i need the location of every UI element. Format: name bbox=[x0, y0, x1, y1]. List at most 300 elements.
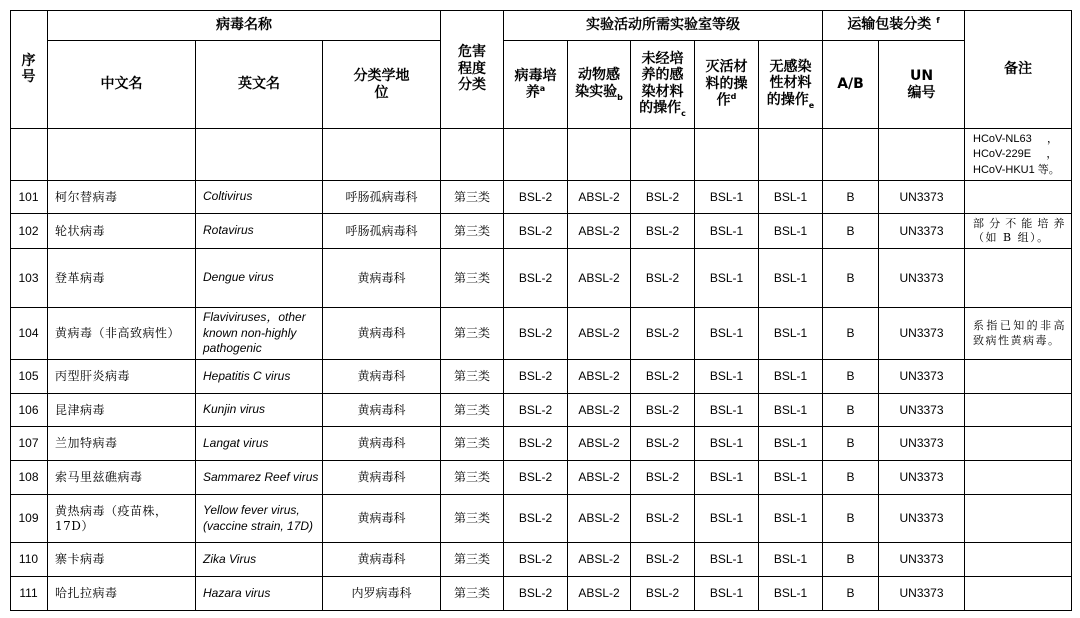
row-un-number-text: UN3373 bbox=[899, 402, 944, 417]
row-number bbox=[10, 308, 48, 360]
row-taxonomy-text: 黄病毒科 bbox=[357, 369, 406, 384]
row-culture-level-text: BSL-2 bbox=[518, 470, 553, 485]
header-ab bbox=[823, 41, 879, 129]
header-culture-text: 病毒培养 bbox=[514, 67, 557, 101]
row-inactivated-level bbox=[695, 394, 759, 427]
row-hazard-class bbox=[441, 249, 504, 308]
row-un-number bbox=[879, 461, 965, 495]
row-english-name bbox=[196, 214, 323, 249]
row-noninfectious-level-text: BSL-1 bbox=[773, 552, 808, 567]
row-animal-level bbox=[568, 427, 631, 461]
row-uncultured-level bbox=[631, 427, 695, 461]
row-animal-level-text: ABSL-2 bbox=[578, 552, 620, 567]
row-inactivated-level bbox=[695, 461, 759, 495]
continuation-uncultured bbox=[631, 129, 695, 181]
row-remark-text: 系指已知的非高致病性黄病毒。 bbox=[973, 319, 1066, 347]
row-culture-level bbox=[504, 181, 568, 214]
row-uncultured-level bbox=[631, 543, 695, 577]
row-inactivated-level-text: BSL-1 bbox=[709, 552, 744, 567]
header-virus-name-text: 病毒名称 bbox=[216, 16, 272, 33]
row-taxonomy bbox=[323, 308, 441, 360]
row-chinese-name-text: 登革病毒 bbox=[55, 270, 106, 285]
row-remark bbox=[965, 394, 1072, 427]
row-chinese-name bbox=[48, 308, 196, 360]
row-noninfectious-level-text: BSL-1 bbox=[773, 586, 808, 601]
row-un-number bbox=[879, 181, 965, 214]
row-number-text: 109 bbox=[18, 511, 39, 526]
row-remark bbox=[965, 214, 1072, 249]
row-culture-level bbox=[504, 360, 568, 394]
row-english-name-text: Hepatitis C virus bbox=[203, 368, 291, 383]
row-hazard-class-text: 第三类 bbox=[453, 223, 490, 238]
row-uncultured-level bbox=[631, 461, 695, 495]
row-uncultured-level-text: BSL-2 bbox=[645, 586, 680, 601]
row-culture-level bbox=[504, 427, 568, 461]
row-inactivated-level bbox=[695, 577, 759, 611]
row-ab-class bbox=[823, 577, 879, 611]
row-taxonomy-text: 黄病毒科 bbox=[357, 270, 406, 285]
row-chinese-name bbox=[48, 181, 196, 214]
row-animal-level bbox=[568, 543, 631, 577]
row-hazard-class bbox=[441, 427, 504, 461]
row-hazard-class-text: 第三类 bbox=[453, 436, 490, 451]
row-inactivated-level bbox=[695, 360, 759, 394]
row-hazard-class-text: 第三类 bbox=[453, 586, 490, 601]
row-taxonomy-text: 黄病毒科 bbox=[357, 436, 406, 451]
header-remarks bbox=[965, 10, 1072, 129]
row-number bbox=[10, 249, 48, 308]
row-chinese-name bbox=[48, 495, 196, 543]
header-lab-level bbox=[504, 10, 823, 41]
row-english-name-text: Yellow fever virus, (vaccine strain, 17D) bbox=[203, 502, 314, 533]
row-culture-level bbox=[504, 394, 568, 427]
row-uncultured-level bbox=[631, 360, 695, 394]
row-remark bbox=[965, 495, 1072, 543]
row-noninfectious-level-text: BSL-1 bbox=[773, 270, 808, 285]
row-taxonomy bbox=[323, 495, 441, 543]
row-inactivated-level-text: BSL-1 bbox=[709, 326, 744, 341]
row-inactivated-level bbox=[695, 249, 759, 308]
row-inactivated-level-text: BSL-1 bbox=[709, 189, 744, 204]
row-inactivated-level-text: BSL-1 bbox=[709, 586, 744, 601]
row-ab-class bbox=[823, 495, 879, 543]
header-animal-text: 动物感染实验 bbox=[575, 67, 620, 100]
row-hazard-class bbox=[441, 577, 504, 611]
row-number bbox=[10, 181, 48, 214]
header-un-no-text: UN编号 bbox=[907, 67, 936, 101]
row-chinese-name-text: 兰加特病毒 bbox=[55, 436, 118, 451]
row-ab-class bbox=[823, 181, 879, 214]
row-uncultured-level-text: BSL-2 bbox=[645, 223, 680, 238]
row-noninfectious-level bbox=[759, 394, 823, 427]
continuation-animal bbox=[568, 129, 631, 181]
header-hazard bbox=[441, 10, 504, 129]
row-animal-level-text: ABSL-2 bbox=[578, 189, 620, 204]
row-english-name-text: Hazara virus bbox=[203, 585, 271, 600]
row-ab-class bbox=[823, 360, 879, 394]
row-taxonomy bbox=[323, 461, 441, 495]
header-cn-name-text: 中文名 bbox=[100, 76, 143, 93]
row-noninfectious-level bbox=[759, 461, 823, 495]
row-hazard-class-text: 第三类 bbox=[453, 270, 490, 285]
row-taxonomy-text: 呼肠孤病毒科 bbox=[345, 189, 418, 204]
row-uncultured-level-text: BSL-2 bbox=[645, 270, 680, 285]
row-animal-level-text: ABSL-2 bbox=[578, 326, 620, 341]
row-hazard-class bbox=[441, 308, 504, 360]
row-ab-class-text: B bbox=[846, 369, 855, 384]
row-un-number-text: UN3373 bbox=[899, 552, 944, 567]
row-ab-class-text: B bbox=[846, 189, 855, 204]
row-culture-level-text: BSL-2 bbox=[518, 189, 553, 204]
row-english-name bbox=[196, 360, 323, 394]
row-remark bbox=[965, 427, 1072, 461]
header-hazard-text: 危害程度分类 bbox=[458, 44, 486, 94]
continuation-inactivated bbox=[695, 129, 759, 181]
row-noninfectious-level-text: BSL-1 bbox=[773, 189, 808, 204]
row-remark bbox=[965, 181, 1072, 214]
row-number-text: 106 bbox=[18, 402, 39, 417]
row-taxonomy-text: 黄病毒科 bbox=[357, 402, 406, 417]
row-inactivated-level-text: BSL-1 bbox=[709, 511, 744, 526]
header-inactivated-text: 灭活材料的操作 bbox=[705, 59, 748, 110]
continuation-tax bbox=[323, 129, 441, 181]
continuation-cn bbox=[48, 129, 196, 181]
row-un-number-text: UN3373 bbox=[899, 369, 944, 384]
row-inactivated-level bbox=[695, 214, 759, 249]
row-animal-level bbox=[568, 360, 631, 394]
header-inactivated bbox=[695, 41, 759, 129]
row-noninfectious-level-text: BSL-1 bbox=[773, 369, 808, 384]
row-culture-level-text: BSL-2 bbox=[518, 223, 553, 238]
row-un-number-text: UN3373 bbox=[899, 586, 944, 601]
row-culture-level-text: BSL-2 bbox=[518, 552, 553, 567]
row-culture-level bbox=[504, 214, 568, 249]
row-number bbox=[10, 495, 48, 543]
row-remark bbox=[965, 543, 1072, 577]
row-culture-level-text: BSL-2 bbox=[518, 326, 553, 341]
header-uncultured-text: 未经培养的感染材料的操作 bbox=[639, 50, 684, 117]
row-english-name-text: Rotavirus bbox=[203, 223, 254, 238]
row-taxonomy bbox=[323, 577, 441, 611]
header-culture-note: a bbox=[539, 84, 546, 94]
row-un-number bbox=[879, 543, 965, 577]
row-culture-level bbox=[504, 577, 568, 611]
row-number-text: 101 bbox=[18, 189, 39, 204]
row-taxonomy bbox=[323, 543, 441, 577]
row-remark bbox=[965, 308, 1072, 360]
row-inactivated-level-text: BSL-1 bbox=[709, 470, 744, 485]
row-culture-level-text: BSL-2 bbox=[518, 270, 553, 285]
row-number-text: 108 bbox=[18, 470, 39, 485]
continuation-remark-text: HCoV-NL63 ， HCoV-229E ， HCoV-HKU1 等。 bbox=[973, 133, 1060, 176]
row-english-name bbox=[196, 394, 323, 427]
row-noninfectious-level bbox=[759, 495, 823, 543]
row-un-number-text: UN3373 bbox=[899, 189, 944, 204]
row-hazard-class-text: 第三类 bbox=[453, 402, 490, 417]
row-chinese-name bbox=[48, 214, 196, 249]
row-un-number bbox=[879, 577, 965, 611]
row-noninfectious-level-text: BSL-1 bbox=[773, 436, 808, 451]
header-en-name-text: 英文名 bbox=[238, 76, 280, 93]
row-ab-class bbox=[823, 308, 879, 360]
row-uncultured-level-text: BSL-2 bbox=[645, 470, 680, 485]
header-animal-note: b bbox=[617, 92, 623, 102]
row-ab-class-text: B bbox=[846, 552, 855, 567]
row-un-number bbox=[879, 308, 965, 360]
row-un-number-text: UN3373 bbox=[899, 511, 944, 526]
header-lab-level-text: 实验活动所需实验室等级 bbox=[586, 16, 740, 33]
row-un-number-text: UN3373 bbox=[899, 436, 944, 451]
row-hazard-class-text: 第三类 bbox=[453, 369, 490, 384]
row-culture-level bbox=[504, 308, 568, 360]
row-remark bbox=[965, 461, 1072, 495]
row-chinese-name bbox=[48, 249, 196, 308]
row-chinese-name-text: 轮状病毒 bbox=[55, 223, 106, 238]
row-noninfectious-level-text: BSL-1 bbox=[773, 511, 808, 526]
row-culture-level-text: BSL-2 bbox=[518, 369, 553, 384]
header-inactivated-note: d bbox=[730, 92, 737, 102]
row-chinese-name-text: 丙型肝炎病毒 bbox=[55, 369, 131, 384]
continuation-ab bbox=[823, 129, 879, 181]
header-taxonomy bbox=[323, 41, 441, 129]
row-animal-level bbox=[568, 181, 631, 214]
row-animal-level-text: ABSL-2 bbox=[578, 470, 620, 485]
row-number-text: 107 bbox=[18, 436, 39, 451]
row-animal-level bbox=[568, 495, 631, 543]
row-english-name-text: Langat virus bbox=[203, 435, 269, 450]
row-english-name bbox=[196, 181, 323, 214]
header-transport bbox=[823, 10, 965, 41]
row-number bbox=[10, 543, 48, 577]
continuation-remark bbox=[965, 129, 1072, 181]
header-uncultured-note: c bbox=[681, 109, 686, 119]
header-seq bbox=[10, 10, 48, 129]
row-animal-level bbox=[568, 577, 631, 611]
row-animal-level-text: ABSL-2 bbox=[578, 369, 620, 384]
row-un-number bbox=[879, 360, 965, 394]
row-noninfectious-level bbox=[759, 249, 823, 308]
row-uncultured-level-text: BSL-2 bbox=[645, 436, 680, 451]
row-chinese-name-text: 黄病毒（非高致病性） bbox=[55, 326, 181, 341]
row-remark-text: 部分不能培养（如 B 组）。 bbox=[973, 216, 1066, 244]
header-culture bbox=[504, 41, 568, 129]
row-inactivated-level-text: BSL-1 bbox=[709, 369, 744, 384]
row-taxonomy-text: 黄病毒科 bbox=[357, 470, 406, 485]
row-chinese-name bbox=[48, 427, 196, 461]
row-taxonomy bbox=[323, 427, 441, 461]
row-un-number-text: UN3373 bbox=[899, 270, 944, 285]
row-hazard-class bbox=[441, 543, 504, 577]
row-hazard-class-text: 第三类 bbox=[453, 511, 490, 526]
row-english-name bbox=[196, 308, 323, 360]
row-english-name-text: Flaviviruses，other known non-highly pathogenic bbox=[203, 310, 306, 356]
row-ab-class-text: B bbox=[846, 223, 855, 238]
row-ab-class bbox=[823, 427, 879, 461]
row-ab-class-text: B bbox=[846, 470, 855, 485]
header-noninfectious bbox=[759, 41, 823, 129]
row-uncultured-level bbox=[631, 249, 695, 308]
row-culture-level bbox=[504, 543, 568, 577]
header-ab-text: A/B bbox=[837, 76, 864, 93]
row-chinese-name-text: 哈扎拉病毒 bbox=[55, 586, 118, 601]
row-english-name bbox=[196, 249, 323, 308]
row-culture-level-text: BSL-2 bbox=[518, 586, 553, 601]
row-ab-class bbox=[823, 543, 879, 577]
row-uncultured-level-text: BSL-2 bbox=[645, 402, 680, 417]
row-taxonomy bbox=[323, 360, 441, 394]
row-noninfectious-level-text: BSL-1 bbox=[773, 470, 808, 485]
row-taxonomy-text: 呼肠孤病毒科 bbox=[345, 223, 418, 238]
row-remark bbox=[965, 577, 1072, 611]
row-chinese-name bbox=[48, 360, 196, 394]
row-un-number-text: UN3373 bbox=[899, 470, 944, 485]
row-number-text: 111 bbox=[19, 586, 38, 601]
row-english-name bbox=[196, 543, 323, 577]
header-cn-name bbox=[48, 41, 196, 129]
row-chinese-name-text: 黄热病毒（疫苗株，17D） bbox=[55, 504, 168, 533]
row-animal-level bbox=[568, 214, 631, 249]
row-noninfectious-level-text: BSL-1 bbox=[773, 326, 808, 341]
row-english-name-text: Dengue virus bbox=[203, 270, 274, 285]
row-culture-level bbox=[504, 461, 568, 495]
row-number bbox=[10, 427, 48, 461]
continuation-culture bbox=[504, 129, 568, 181]
row-uncultured-level bbox=[631, 308, 695, 360]
row-uncultured-level-text: BSL-2 bbox=[645, 189, 680, 204]
header-uncultured bbox=[631, 41, 695, 129]
row-noninfectious-level bbox=[759, 181, 823, 214]
row-number bbox=[10, 360, 48, 394]
row-ab-class-text: B bbox=[846, 326, 855, 341]
continuation-en bbox=[196, 129, 323, 181]
row-chinese-name bbox=[48, 543, 196, 577]
row-english-name-text: Sammarez Reef virus bbox=[203, 469, 319, 484]
row-hazard-class-text: 第三类 bbox=[453, 470, 490, 485]
row-inactivated-level bbox=[695, 543, 759, 577]
row-ab-class-text: B bbox=[846, 270, 855, 285]
row-inactivated-level-text: BSL-1 bbox=[709, 223, 744, 238]
row-ab-class bbox=[823, 249, 879, 308]
row-taxonomy bbox=[323, 249, 441, 308]
row-number-text: 102 bbox=[18, 223, 39, 238]
continuation-noninfectious bbox=[759, 129, 823, 181]
header-transport-text: 运输包装分类 bbox=[847, 17, 932, 34]
row-animal-level-text: ABSL-2 bbox=[578, 586, 620, 601]
row-inactivated-level bbox=[695, 427, 759, 461]
row-uncultured-level bbox=[631, 577, 695, 611]
row-ab-class-text: B bbox=[846, 511, 855, 526]
row-hazard-class bbox=[441, 181, 504, 214]
row-hazard-class-text: 第三类 bbox=[453, 189, 490, 204]
row-taxonomy-text: 黄病毒科 bbox=[357, 552, 406, 567]
row-un-number bbox=[879, 214, 965, 249]
row-noninfectious-level bbox=[759, 577, 823, 611]
row-un-number-text: UN3373 bbox=[899, 223, 944, 238]
row-un-number-text: UN3373 bbox=[899, 326, 944, 341]
row-animal-level bbox=[568, 308, 631, 360]
row-uncultured-level bbox=[631, 181, 695, 214]
row-animal-level-text: ABSL-2 bbox=[578, 223, 620, 238]
row-uncultured-level bbox=[631, 214, 695, 249]
row-number bbox=[10, 461, 48, 495]
row-culture-level-text: BSL-2 bbox=[518, 402, 553, 417]
row-ab-class bbox=[823, 394, 879, 427]
row-inactivated-level bbox=[695, 495, 759, 543]
row-chinese-name-text: 索马里兹礁病毒 bbox=[55, 470, 143, 485]
row-uncultured-level bbox=[631, 495, 695, 543]
header-noninfectious-note: e bbox=[808, 100, 815, 110]
row-number bbox=[10, 214, 48, 249]
row-chinese-name-text: 柯尔替病毒 bbox=[55, 189, 118, 204]
row-taxonomy-text: 黄病毒科 bbox=[357, 326, 406, 341]
row-hazard-class bbox=[441, 495, 504, 543]
row-number-text: 110 bbox=[18, 552, 39, 567]
row-animal-level-text: ABSL-2 bbox=[578, 511, 620, 526]
row-un-number bbox=[879, 495, 965, 543]
header-remarks-text: 备注 bbox=[1004, 60, 1032, 77]
row-inactivated-level bbox=[695, 181, 759, 214]
header-seq-text: 序号 bbox=[21, 52, 36, 85]
row-uncultured-level-text: BSL-2 bbox=[645, 326, 680, 341]
row-chinese-name bbox=[48, 461, 196, 495]
row-remark bbox=[965, 360, 1072, 394]
row-number-text: 104 bbox=[18, 326, 39, 341]
continuation-un bbox=[879, 129, 965, 181]
header-en-name bbox=[196, 41, 323, 129]
row-number-text: 103 bbox=[18, 270, 39, 285]
row-english-name-text: Zika Virus bbox=[203, 551, 257, 566]
row-ab-class-text: B bbox=[846, 402, 855, 417]
row-ab-class-text: B bbox=[846, 436, 855, 451]
row-inactivated-level-text: BSL-1 bbox=[709, 436, 744, 451]
row-number bbox=[10, 577, 48, 611]
row-uncultured-level-text: BSL-2 bbox=[645, 511, 680, 526]
row-hazard-class-text: 第三类 bbox=[453, 552, 490, 567]
row-animal-level-text: ABSL-2 bbox=[578, 402, 620, 417]
row-uncultured-level-text: BSL-2 bbox=[645, 369, 680, 384]
row-inactivated-level-text: BSL-1 bbox=[709, 270, 744, 285]
header-taxonomy-text: 分类学地位 bbox=[353, 67, 410, 101]
row-animal-level bbox=[568, 461, 631, 495]
row-noninfectious-level bbox=[759, 308, 823, 360]
row-un-number bbox=[879, 249, 965, 308]
continuation-seq bbox=[10, 129, 48, 181]
row-noninfectious-level bbox=[759, 427, 823, 461]
row-animal-level-text: ABSL-2 bbox=[578, 270, 620, 285]
row-english-name bbox=[196, 495, 323, 543]
row-english-name-text: Coltivirus bbox=[203, 189, 253, 204]
row-taxonomy bbox=[323, 394, 441, 427]
row-hazard-class bbox=[441, 214, 504, 249]
row-taxonomy bbox=[323, 181, 441, 214]
row-english-name bbox=[196, 427, 323, 461]
row-ab-class-text: B bbox=[846, 586, 855, 601]
row-chinese-name bbox=[48, 577, 196, 611]
row-english-name bbox=[196, 461, 323, 495]
row-culture-level-text: BSL-2 bbox=[518, 511, 553, 526]
row-noninfectious-level-text: BSL-1 bbox=[773, 223, 808, 238]
row-number-text: 105 bbox=[18, 369, 39, 384]
row-hazard-class bbox=[441, 360, 504, 394]
row-number bbox=[10, 394, 48, 427]
row-english-name-text: Kunjin virus bbox=[203, 402, 266, 417]
row-hazard-class bbox=[441, 394, 504, 427]
row-animal-level bbox=[568, 249, 631, 308]
row-chinese-name-text: 昆津病毒 bbox=[55, 402, 106, 417]
row-taxonomy bbox=[323, 214, 441, 249]
row-english-name bbox=[196, 577, 323, 611]
row-inactivated-level-text: BSL-1 bbox=[709, 402, 744, 417]
